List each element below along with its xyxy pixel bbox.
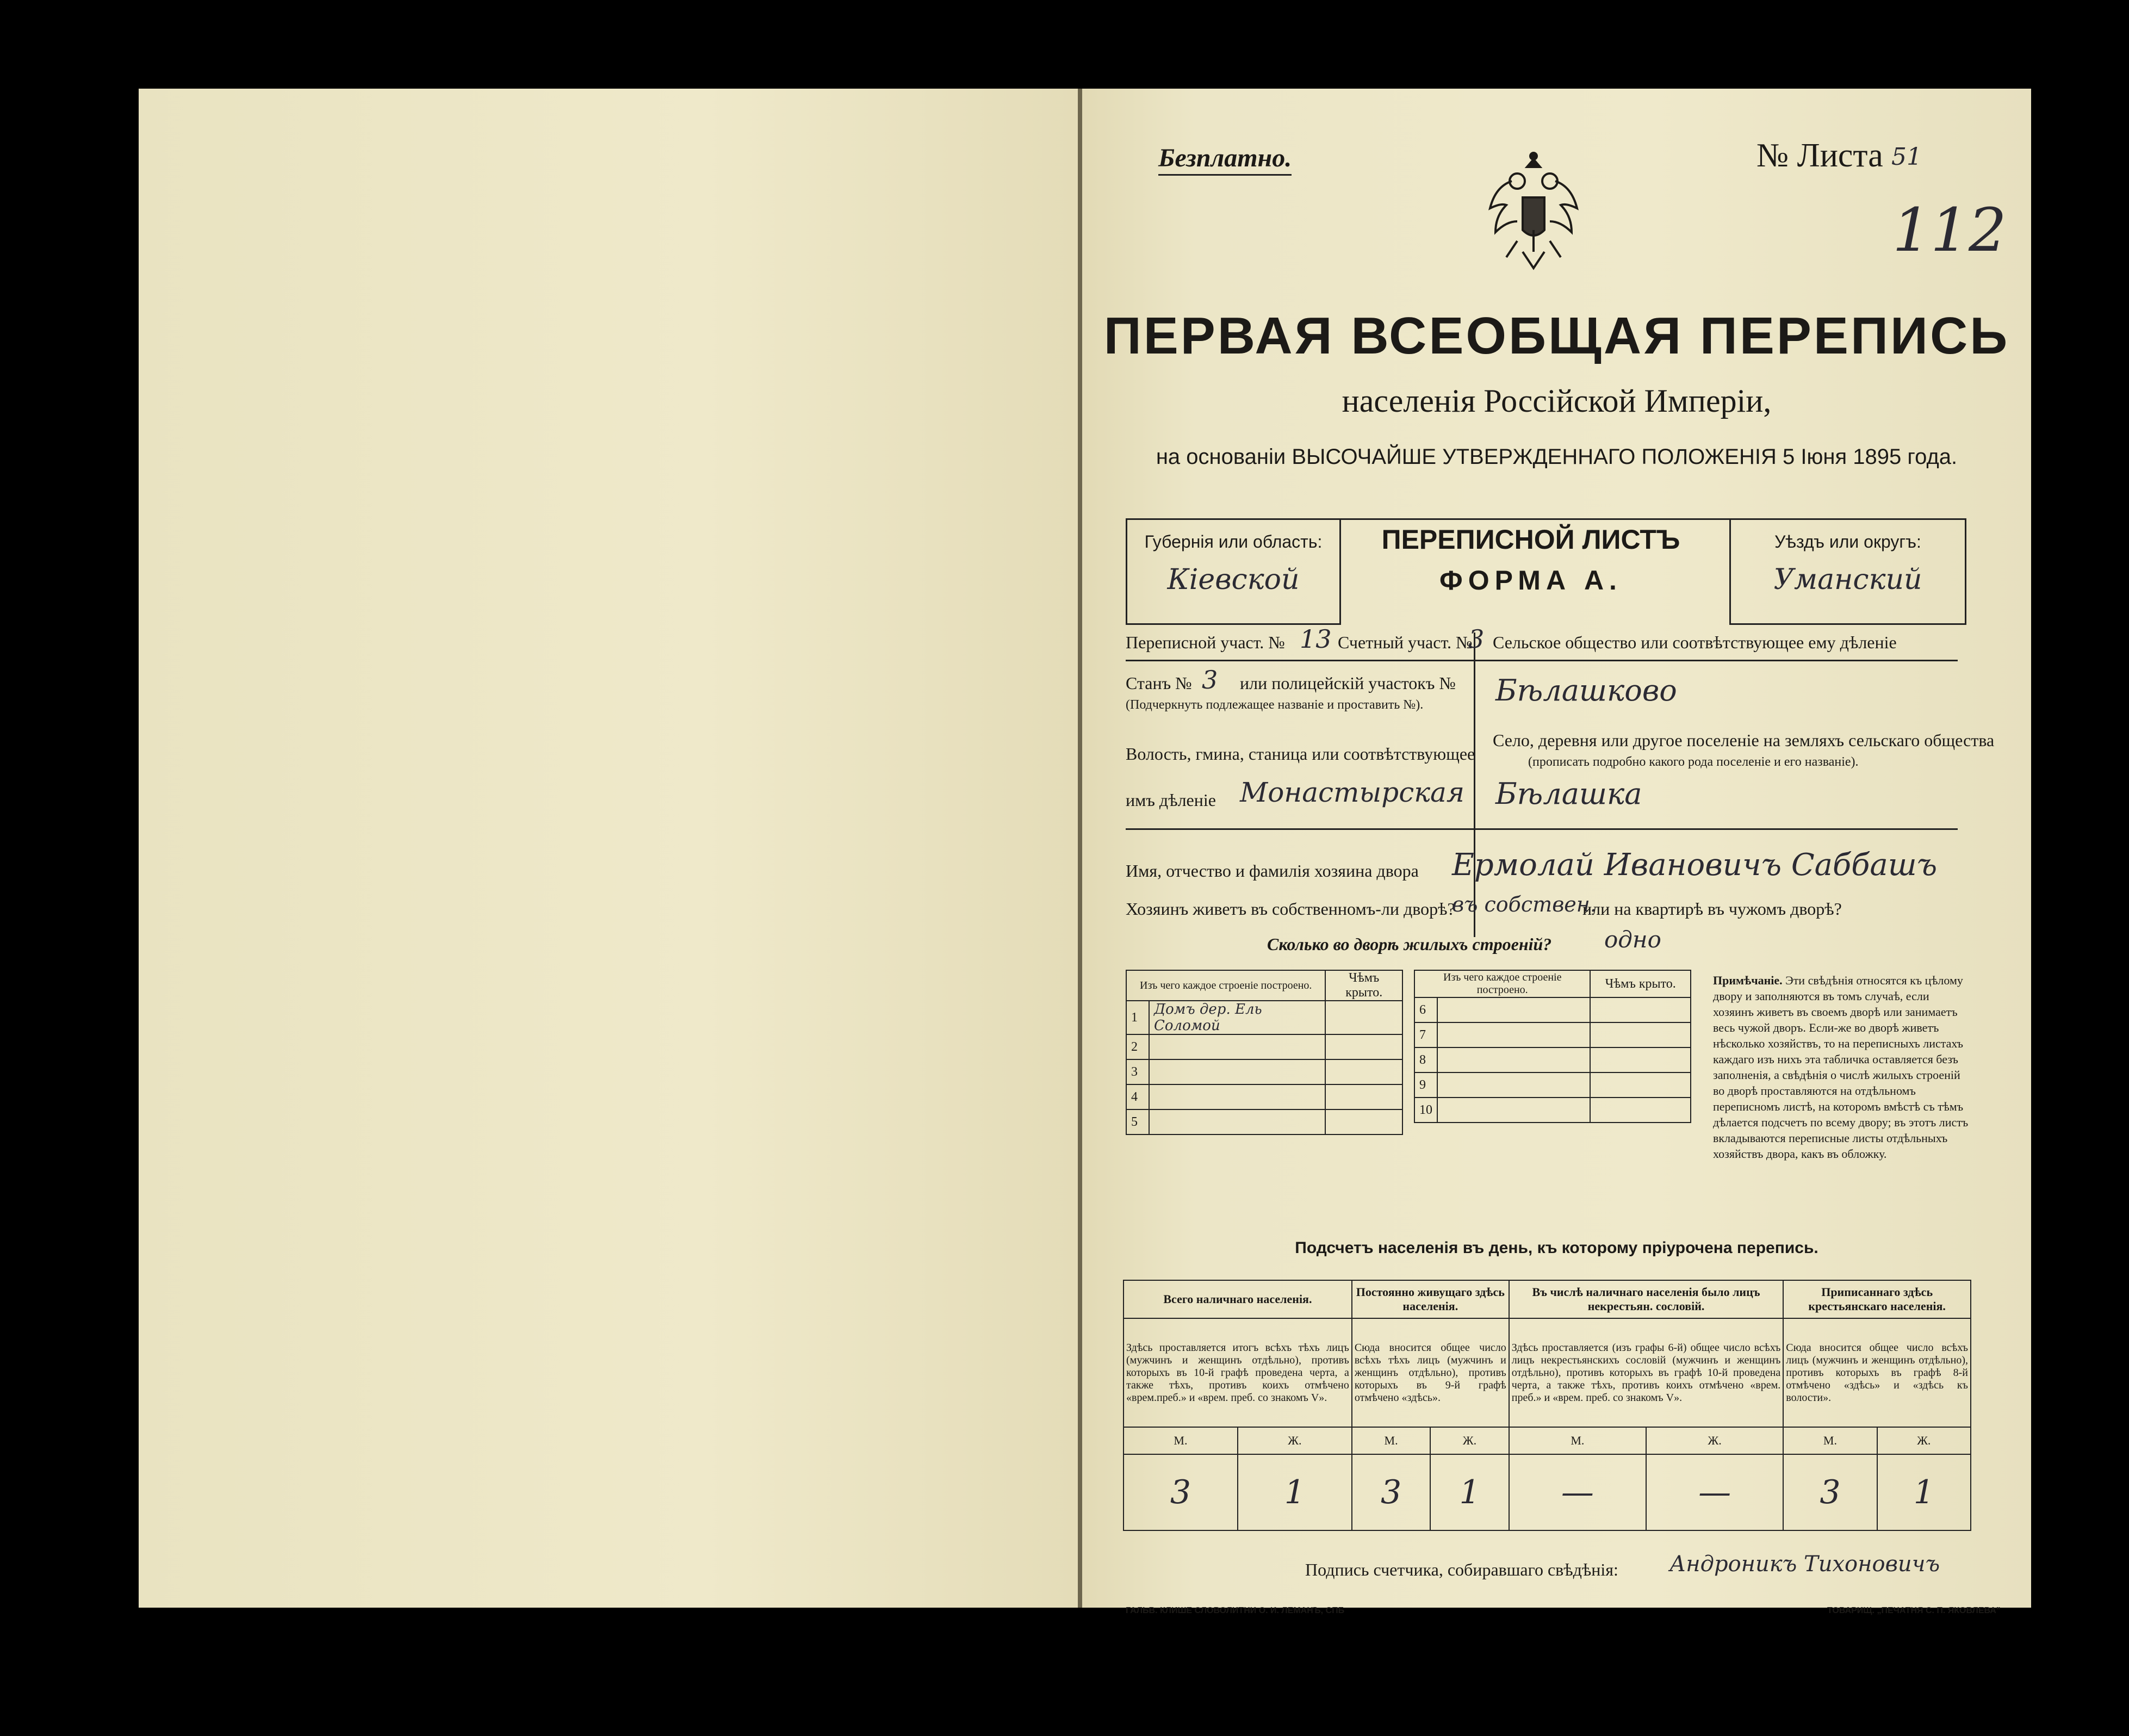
male-count: — <box>1509 1454 1646 1530</box>
building-material <box>1437 1047 1590 1072</box>
fields-bottom-rule <box>1126 828 1958 830</box>
volost-label-2: имъ дѣленіе <box>1126 790 1216 810</box>
village-value: Бѣлашка <box>1495 777 1642 811</box>
census-plot-value: 13 <box>1300 624 1332 654</box>
building-row-number: 5 <box>1126 1109 1149 1134</box>
main-title: ПЕРВАЯ ВСЕОБЩАЯ ПЕРЕПИСЬ <box>1103 307 2010 365</box>
totals-col-desc: Здѣсь проставляется итогъ всѣхъ тѣхъ лицъ (мужчинъ и женщинъ отдѣльно), противъ которыхъ въ 10-й графѣ проведена черта, а также тѣхъ, противъ коихъ отмѣчено «врем.преб.» и «врем. преб. со знакомъ V». <box>1124 1318 1352 1427</box>
totals-col-desc: Сюда вносится общее число всѣхъ лицъ (мужчинъ и женщинъ отдѣльно), противъ которыхъ въ графѣ 8-й отмѣчено «здѣсь» и «здѣсь къ волости». <box>1783 1318 1971 1427</box>
building-row <box>1126 1034 1402 1059</box>
census-form-page <box>1082 89 2031 1615</box>
sheet-number-value: 51 <box>1891 143 1922 171</box>
province-value: Кіевской <box>1167 563 1300 596</box>
district-box <box>1729 518 1966 625</box>
village-note: (прописать подробно какого рода поселеніе и его названіе). <box>1528 755 1859 769</box>
buildings-table-right <box>1414 970 1691 1123</box>
building-row <box>1126 1084 1402 1109</box>
count-plot-label: Счетный участ. № <box>1338 633 1473 652</box>
building-row <box>1414 1047 1691 1072</box>
building-material <box>1437 1022 1590 1047</box>
owner-value: Ермолай Ивановичъ Саббашъ <box>1452 847 1938 883</box>
female-count: 1 <box>1877 1454 1971 1530</box>
sheet-number-label: № Листа <box>1756 137 1883 174</box>
fields-top-rule <box>1126 660 1958 661</box>
building-row <box>1126 1109 1402 1134</box>
building-row-number: 9 <box>1414 1072 1437 1098</box>
sub-title: населенія Россійской Имперіи, <box>1342 383 1772 419</box>
female-label: Ж. <box>1877 1427 1971 1454</box>
rent-label: или на квартирѣ въ чужомъ дворѣ? <box>1582 899 1842 919</box>
building-row-number: 1 <box>1126 1001 1149 1034</box>
female-count: — <box>1646 1454 1783 1530</box>
building-material <box>1437 1098 1590 1123</box>
male-label: М. <box>1352 1427 1430 1454</box>
female-count: 1 <box>1430 1454 1509 1530</box>
signature-label: Подпись счетчика, собиравшаго свѣдѣнія: <box>1305 1560 1618 1579</box>
building-row-number: 7 <box>1414 1022 1437 1047</box>
building-row-number: 10 <box>1414 1098 1437 1123</box>
volost-value: Монастырская <box>1240 777 1464 808</box>
province-label: Губернія или область: <box>1144 532 1323 551</box>
note-title: Примѣчаніе. <box>1713 974 1783 987</box>
stan-label: Станъ № <box>1126 673 1192 693</box>
underline-note: (Подчеркнуть подлежащее названіе и проставить №). <box>1126 698 1424 712</box>
form-sub: ФОРМА А. <box>1439 565 1622 596</box>
male-count: 3 <box>1783 1454 1877 1530</box>
printer-right: ТОВАРИЩ. „ПЕЧАТНЯ С. П. ЯКОВЛЕВА" <box>1827 1606 2001 1615</box>
building-row-number: 4 <box>1126 1084 1149 1109</box>
building-material <box>1437 997 1590 1022</box>
totals-heading: Подсчетъ населенія въ день, къ которому пріурочена перепись. <box>1295 1239 1818 1257</box>
district-value: Уманский <box>1773 563 1922 596</box>
building-material <box>1149 1084 1325 1109</box>
totals-col-desc: Здѣсь проставляется (изъ графы 6-й) общее число всѣхъ лицъ некрестьянскихъ сословій (мужчинъ и женщинъ отдѣльно), противъ которыхъ въ графѣ 10-й проведена черта, а также тѣхъ, противъ коихъ отмѣчено «врем. преб.» и «врем. преб. со знакомъ V». <box>1509 1318 1784 1427</box>
building-roof <box>1325 1084 1402 1109</box>
material-header: Изъ чего каждое строеніе построено. <box>1126 970 1325 1001</box>
totals-col-title: Въ числѣ наличнаго населенія было лицъ некрестьян. сословій. <box>1509 1280 1784 1318</box>
province-box <box>1126 518 1341 625</box>
building-roof <box>1590 1072 1691 1098</box>
building-row <box>1414 997 1691 1022</box>
female-count: 1 <box>1238 1454 1352 1530</box>
police-label: или полицейскій участокъ № <box>1240 673 1456 693</box>
male-label: М. <box>1124 1427 1238 1454</box>
totals-col-desc: Сюда вносится общее число всѣхъ тѣхъ лицъ (мужчинъ и женщинъ отдѣльно), противъ которыхъ въ 9-й графѣ отмѣчено «здѣсь». <box>1352 1318 1509 1427</box>
left-page-blank <box>139 89 1079 1608</box>
building-row <box>1414 1022 1691 1047</box>
building-material <box>1149 1109 1325 1134</box>
building-row <box>1414 1072 1691 1098</box>
society-value: Бѣлашково <box>1495 673 1677 708</box>
volost-label-1: Волость, гмина, станица или соотвѣтствующее <box>1126 744 1475 764</box>
female-label: Ж. <box>1238 1427 1352 1454</box>
buildings-value: одно <box>1604 926 1661 953</box>
note-text: Эти свѣдѣнія относятся къ цѣлому двору и заполняются въ томъ случаѣ, если хозяинъ живетъ въ своемъ дворѣ или занимаетъ весь чужой дворъ. Если-же во дворѣ живетъ нѣсколько хозяйствъ, то на переписныхъ листахъ каждаго изъ нихъ эта табличка оставляется безъ заполненія, а свѣдѣнія о числѣ жилыхъ строеній во дворѣ проставляются на отдѣльномъ переписномъ листѣ, на которомъ вмѣстѣ съ тѣмъ дѣлается подсчетъ по всему двору; въ этотъ листъ вкладываются переписные листы отдѣльныхъ хозяйствъ двора, какъ въ обложку. <box>1713 974 1969 1161</box>
totals-col-title: Постоянно живущаго здѣсь населенія. <box>1352 1280 1509 1318</box>
imperial-eagle-icon <box>1479 148 1588 290</box>
totals-col-title: Приписаннаго здѣсь крестьянскаго населенія. <box>1783 1280 1971 1318</box>
stan-value: 3 <box>1202 665 1218 695</box>
buildings-table-left <box>1126 970 1403 1135</box>
totals-table <box>1123 1280 1971 1531</box>
free-label: Безплатно. <box>1158 143 1292 176</box>
male-count: 3 <box>1352 1454 1430 1530</box>
female-label: Ж. <box>1646 1427 1783 1454</box>
signature-value: Андроникъ Тихоновичъ <box>1669 1552 1940 1577</box>
building-roof <box>1590 997 1691 1022</box>
society-label: Сельское общество или соотвѣтствующее ему дѣленіе <box>1493 633 1897 652</box>
village-label: Село, деревня или другое поселеніе на земляхъ сельскаго общества <box>1493 730 1995 750</box>
building-material <box>1437 1072 1590 1098</box>
basis-line: на основаніи ВЫСОЧАЙШЕ УТВЕРЖДЕННАГО ПОЛОЖЕНІЯ 5 Іюня 1895 года. <box>1156 445 1958 469</box>
building-roof <box>1325 1109 1402 1134</box>
building-row-number: 6 <box>1414 997 1437 1022</box>
building-roof <box>1590 1098 1691 1123</box>
roof-header: Чѣмъ крыто. <box>1325 970 1402 1001</box>
district-label: Уѣздъ или округъ: <box>1774 532 1921 551</box>
printer-left: ГАЛЬВ. КЛИШЕ СЛОВОЛИТНИ О. И. ЛЕМАНЪ, СПБ <box>1126 1606 1345 1615</box>
note-block <box>1713 972 1969 1162</box>
building-row-number: 3 <box>1126 1059 1149 1084</box>
buildings-label: Сколько во дворѣ жилыхъ строеній? <box>1267 934 1552 954</box>
building-row <box>1126 1059 1402 1084</box>
building-material <box>1149 1059 1325 1084</box>
census-plot-label: Переписной участ. № <box>1126 633 1285 652</box>
building-row-number: 8 <box>1414 1047 1437 1072</box>
male-label: М. <box>1509 1427 1646 1454</box>
material-header-right: Изъ чего каждое строеніе построено. <box>1414 970 1590 997</box>
sheet-number-note: 112 <box>1892 195 2007 265</box>
male-count: 3 <box>1124 1454 1238 1530</box>
own-yard-value: въ собствен. <box>1452 892 1597 916</box>
building-roof <box>1590 1022 1691 1047</box>
count-plot-value: 3 <box>1468 624 1485 654</box>
roof-header-right: Чѣмъ крыто. <box>1590 970 1691 997</box>
owner-label: Имя, отчество и фамилія хозяина двора <box>1126 861 1419 881</box>
female-label: Ж. <box>1430 1427 1509 1454</box>
building-row <box>1126 1001 1402 1034</box>
building-roof <box>1325 1001 1402 1034</box>
building-row-number: 2 <box>1126 1034 1149 1059</box>
form-title: ПЕРЕПИСНОЙ ЛИСТЪ <box>1381 524 1680 555</box>
totals-col-title: Всего наличнаго населенія. <box>1124 1280 1352 1318</box>
male-label: М. <box>1783 1427 1877 1454</box>
own-yard-label: Хозяинъ живетъ въ собственномъ-ли дворѣ? <box>1126 899 1455 919</box>
building-material: Домъ дер. Ель Соломой <box>1149 1001 1325 1034</box>
building-row <box>1414 1098 1691 1123</box>
building-roof <box>1325 1034 1402 1059</box>
building-roof <box>1325 1059 1402 1084</box>
building-material <box>1149 1034 1325 1059</box>
building-roof <box>1590 1047 1691 1072</box>
fields-divider <box>1474 633 1475 937</box>
